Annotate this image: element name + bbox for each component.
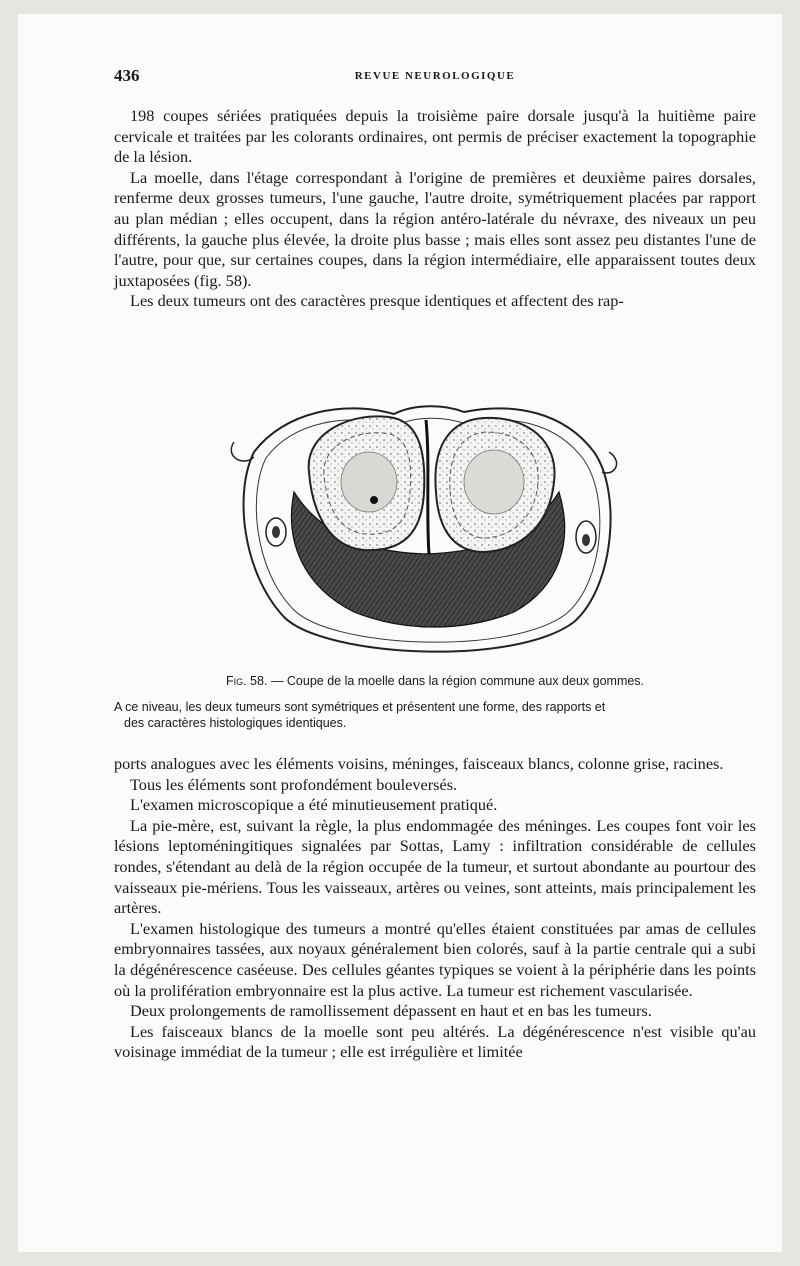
running-title: REVUE NEUROLOGIQUE	[354, 70, 516, 82]
paragraph: 198 coupes sériées pratiquées depuis la troisième paire dorsale jusqu'à la huitième paire cervicale et traitées par les colorants ordinaires, ont permis de préciser exactement la topographie de la lésion.	[114, 106, 756, 167]
figure-label: Fig. 58.	[225, 674, 268, 688]
page-number: 436	[114, 66, 140, 85]
paragraph: ports analogues avec les éléments voisins, méninges, faisceaux blancs, colonne grise, racines.	[114, 754, 724, 773]
text-block-top	[114, 106, 756, 312]
figure-caption-body	[114, 699, 734, 731]
page	[18, 14, 782, 1252]
paragraph: L'examen histologique des tumeurs a montré qu'elles étaient constituées par amas de cellules embryonnaires tassées, aux noyaux généralement bien colorés, sauf à la partie centrale qui a subi la dégénérescence caséeuse. Des cellules géantes typiques se voient à la périphérie dans les points où la prolifération embryonnaire est la plus active. La tumeur est richement vascularisée.	[114, 918, 756, 1000]
paragraph: Les faisceaux blancs de la moelle sont peu altérés. La dégénérescence n'est visible qu'au voisinage immédiat de la tumeur ; elle est irrégulière et limitée	[114, 1021, 756, 1062]
page-content	[114, 14, 756, 1252]
text-block-bottom	[114, 754, 756, 1063]
figure-title: — Coupe de la moelle dans la région commune aux deux gommes.	[267, 674, 645, 688]
paragraph: Tous les éléments sont profondément bouleversés.	[130, 774, 458, 794]
paragraph: Les deux tumeurs ont des caractères presque identiques et affectent des rap-	[130, 291, 624, 311]
paragraph: L'examen microscopique a été minutieusement pratiqué.	[130, 795, 498, 815]
figure-caption-title	[114, 674, 756, 688]
caption-line-1: A ce niveau, les deux tumeurs sont symétriques et présentent une forme, des rapports et	[114, 700, 606, 714]
paragraph: La pie-mère, est, suivant la règle, la plus endommagée des méninges. Les coupes font voir les lésions leptoméningitiques signalées par Sottas, Lamy : infiltration considérable de cellules rondes, s'étendant au delà de la région occupée de la tumeur, et surtout abondante au pourtour des vaisseaux pie-mériens. Tous les vaisseaux, artères ou veines, sont atteints, mais principalement les artères.	[114, 815, 756, 918]
figure-spinal-cord-section	[214, 382, 634, 672]
spinal-cord-illustration	[214, 382, 634, 672]
caption-line-2: des caractères histologiques identiques.	[124, 716, 347, 730]
paragraph: La moelle, dans l'étage correspondant à l'origine de premières et deuxième paires dorsales, renferme deux grosses tumeurs, l'une gauche, l'autre droite, symétriquement placées par rapport au plan médian ; elles occupent, dans la région antéro-latérale du névraxe, des niveaux un peu différents, la gauche plus élevée, la droite plus basse ; mais elles sont assez peu distantes l'une de l'autre, pour que, sur certaines coupes, dans la région intermédiaire, elle apparaissent toutes deux juxtaposées (fig. 58).	[114, 167, 756, 290]
paragraph: Deux prolongements de ramollissement dépassent en haut et en bas les tumeurs.	[130, 1001, 652, 1021]
page-header	[114, 66, 756, 90]
